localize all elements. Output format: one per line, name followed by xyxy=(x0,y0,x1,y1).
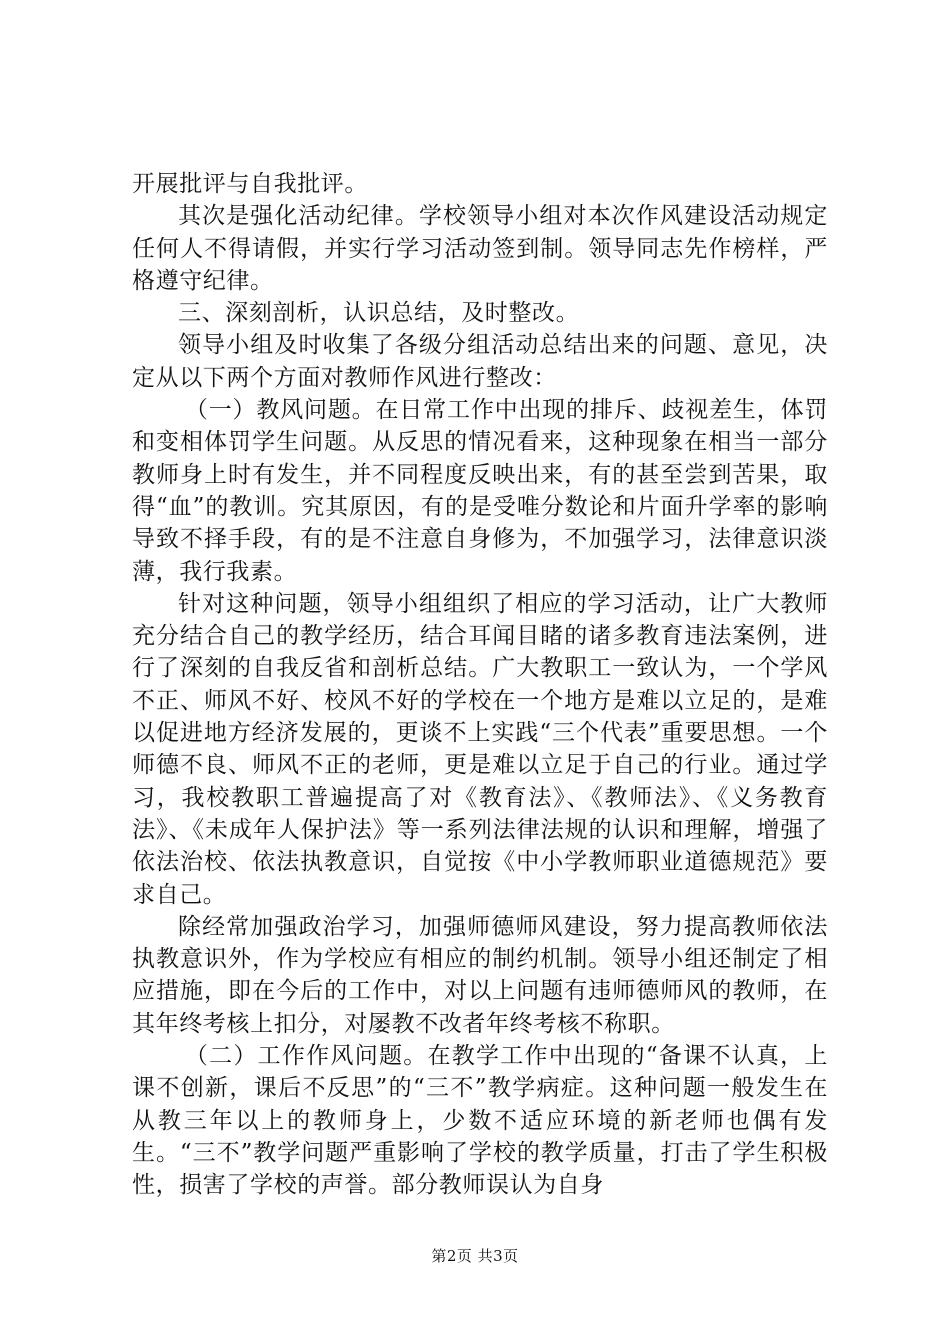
paragraph-discipline: 其次是强化活动纪律。学校领导小组对本次作风建设活动规定任何人不得请假，并实行学习活动签到制。领导同志先作榜样，严格遵守纪律。 xyxy=(132,203,828,294)
paragraph-teaching-style: （一）教风问题。在日常工作中出现的排斥、歧视差生，体罚和变相体罚学生问题。从反思的情况看来，这种现象在相当一部分教师身上时有发生，并不同程度反映出来，有的甚至尝到苦果，取得“血”的教训。究其原因，有的是受唯分数论和片面升学率的影响导致不择手段，有的是不注意自身修为，不加强学习，法律意识淡薄，我行我素。 xyxy=(132,397,828,585)
paragraph-continuation: 开展批评与自我批评。 xyxy=(132,171,368,197)
paragraph-rectification: 领导小组及时收集了各级分组活动总结出来的问题、意见，决定从以下两个方面对教师作风进行整改： xyxy=(132,332,828,391)
paragraph-work-style: （二）工作作风问题。在教学工作中出现的“备课不认真，上课不创新，课后不反思”的“三不”教学病症。这种问题一般发生在从教三年以上的教师身上，少数不适应环境的新老师也偶有发生。“三不”教学问题严重影响了学校的教学质量，打击了学生积极性，损害了学校的声誉。部分教师误认为自身 xyxy=(132,1043,828,1199)
paragraph-constraint-mechanism: 除经常加强政治学习，加强师德师风建设，努力提高教师依法执教意识外，作为学校应有相应的制约机制。领导小组还制定了相应措施，即在今后的工作中，对以上问题有违师德师风的教师，在其年终考核上扣分，对屡教不改者年终考核不称职。 xyxy=(132,913,828,1037)
page-number-footer: 第2页 共3页 xyxy=(431,1247,519,1265)
document-body xyxy=(132,168,828,1202)
section-heading-3: 三、深刻剖析，认识总结，及时整改。 xyxy=(178,300,580,327)
paragraph-study-activities: 针对这种问题，领导小组组织了相应的学习活动，让广大教师充分结合自己的教学经历，结合耳闻目睹的诸多教育违法案例，进行了深刻的自我反省和剖析总结。广大教职工一致认为，一个学风不正、师风不好、校风不好的学校在一个地方是难以立足的，是难以促进地方经济发展的，更谈不上实践“三个代表”重要思想。一个师德不良、师风不正的老师，更是难以立足于自己的行业。通过学习，我校教职工普遍提高了对《教育法》、《教师法》、《义务教育法》、《未成年人保护法》等一系列法律法规的认识和理解，增强了依法治校、依法执教意识，自觉按《中小学教师职业道德规范》要求自己。 xyxy=(132,590,828,908)
